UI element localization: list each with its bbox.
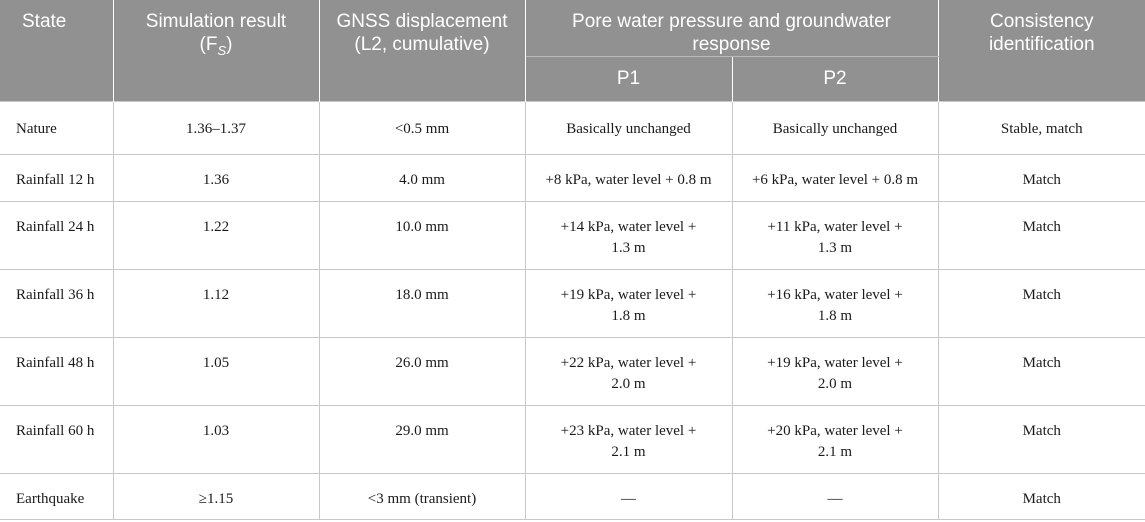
cell-p2: +16 kPa, water level + 1.8 m — [732, 270, 938, 338]
header-gnss-displacement: GNSS displacement (L2, cumulative) — [319, 0, 525, 102]
table-row — [0, 155, 1145, 202]
table-row — [0, 270, 1145, 338]
header-p1: P1 — [525, 57, 732, 102]
cell-state: Rainfall 48 h — [0, 338, 113, 406]
cell-consistency: Match — [938, 270, 1145, 338]
cell-consistency: Stable, match — [938, 102, 1145, 155]
header-pore-water-pressure: Pore water pressure and groundwater response — [525, 0, 938, 57]
cell-p1: +14 kPa, water level + 1.3 m — [525, 202, 732, 270]
cell-p1: +8 kPa, water level + 0.8 m — [525, 155, 732, 202]
cell-consistency: Match — [938, 474, 1145, 520]
cell-p2: +19 kPa, water level + 2.0 m — [732, 338, 938, 406]
cell-gnss: 4.0 mm — [319, 155, 525, 202]
cell-fs: 1.22 — [113, 202, 319, 270]
table-header — [0, 0, 1145, 102]
table-row — [0, 202, 1145, 270]
table-row — [0, 474, 1145, 520]
cell-p1: +22 kPa, water level + 2.0 m — [525, 338, 732, 406]
header-consistency: Consistency identification — [938, 0, 1145, 102]
cell-consistency: Match — [938, 338, 1145, 406]
table-row — [0, 406, 1145, 474]
cell-p2: Basically unchanged — [732, 102, 938, 155]
cell-p2: — — [732, 474, 938, 520]
header-state: State — [0, 0, 113, 102]
header-simulation-label: Simulation result — [145, 11, 287, 32]
cell-gnss: 26.0 mm — [319, 338, 525, 406]
header-simulation-symbol: $(F_S)$ — [199, 34, 233, 58]
cell-fs: ≥1.15 — [113, 474, 319, 520]
cell-gnss: 18.0 mm — [319, 270, 525, 338]
cell-consistency: Match — [938, 155, 1145, 202]
cell-p1: +19 kPa, water level + 1.8 m — [525, 270, 732, 338]
cell-state: Rainfall 60 h — [0, 406, 113, 474]
cell-state: Nature — [0, 102, 113, 155]
cell-fs: 1.03 — [113, 406, 319, 474]
cell-consistency: Match — [938, 202, 1145, 270]
cell-state: Rainfall 36 h — [0, 270, 113, 338]
cell-consistency: Match — [938, 406, 1145, 474]
header-simulation-result — [113, 0, 319, 102]
cell-fs: 1.12 — [113, 270, 319, 338]
cell-gnss: <0.5 mm — [319, 102, 525, 155]
header-p2: P2 — [732, 57, 938, 102]
cell-fs: 1.05 — [113, 338, 319, 406]
cell-state: Rainfall 24 h — [0, 202, 113, 270]
cell-p2: +6 kPa, water level + 0.8 m — [732, 155, 938, 202]
cell-gnss: 29.0 mm — [319, 406, 525, 474]
cell-p1: — — [525, 474, 732, 520]
cell-fs: 1.36 — [113, 155, 319, 202]
cell-p1: Basically unchanged — [525, 102, 732, 155]
cell-p2: +20 kPa, water level + 2.1 m — [732, 406, 938, 474]
cell-fs: 1.36–1.37 — [113, 102, 319, 155]
cell-gnss: <3 mm (transient) — [319, 474, 525, 520]
cell-p1: +23 kPa, water level + 2.1 m — [525, 406, 732, 474]
table-row — [0, 338, 1145, 406]
cell-state: Rainfall 12 h — [0, 155, 113, 202]
cell-gnss: 10.0 mm — [319, 202, 525, 270]
table-body — [0, 102, 1145, 520]
cell-p2: +11 kPa, water level + 1.3 m — [732, 202, 938, 270]
cell-state: Earthquake — [0, 474, 113, 520]
table-row — [0, 102, 1145, 155]
